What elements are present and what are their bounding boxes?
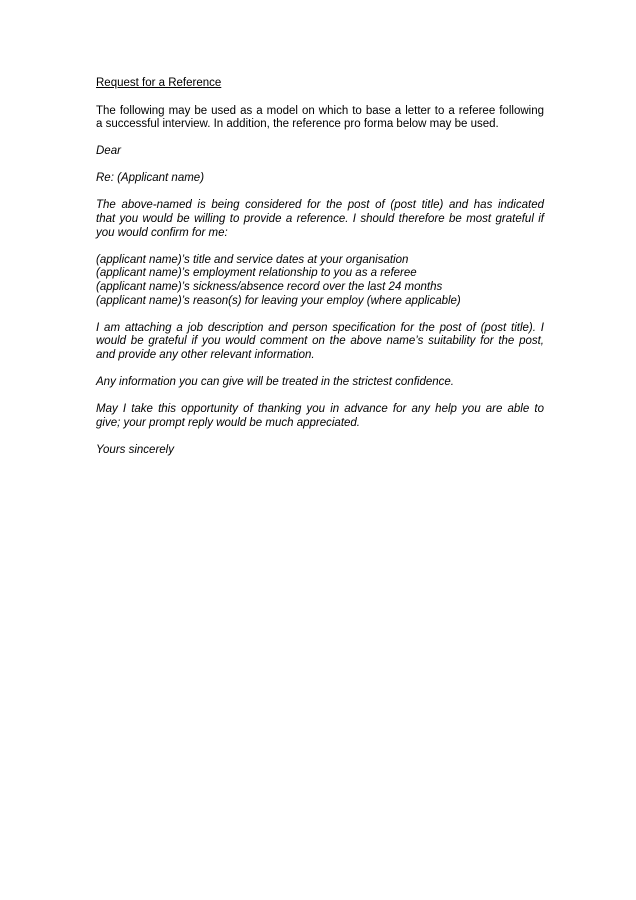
- confirmation-list: [96, 254, 544, 308]
- paragraph-2: [96, 322, 544, 363]
- list-item: (applicant name)’s title and service dates at your organisation: [96, 253, 409, 266]
- paragraph-1: [96, 199, 544, 240]
- paragraph-line: give; your prompt reply would be much appreciated.: [96, 416, 361, 429]
- paragraph-line: and provide any other relevant information.: [96, 348, 315, 361]
- paragraph-line: May I take this opportunity of thanking you in advance for any help you are able to: [96, 403, 544, 415]
- closing: Yours sincerely: [96, 443, 174, 456]
- paragraph-line: The above-named is being considered for the post of (post title) and has indicated: [96, 199, 544, 212]
- re-line: Re: (Applicant name): [96, 172, 205, 185]
- intro-paragraph: [96, 105, 544, 132]
- paragraph-line: you would confirm for me:: [96, 226, 228, 239]
- paragraph-line: that you would be willing to provide a reference. I should therefore be most grateful if: [96, 213, 544, 226]
- intro-line: a successful interview. In addition, the reference pro forma below may be used.: [96, 118, 499, 131]
- letter-page: [96, 77, 544, 471]
- paragraph-3: Any information you can give will be treated in the strictest confidence.: [96, 375, 454, 388]
- intro-line: The following may be used as a model on which to base a letter to a referee following: [96, 104, 544, 117]
- paragraph-line: I am attaching a job description and person specification for the post of (post title). I: [96, 321, 544, 334]
- list-item: (applicant name)’s employment relationship to you as a referee: [96, 267, 417, 280]
- document-heading: Request for a Reference: [96, 77, 222, 89]
- salutation: Dear: [96, 145, 121, 158]
- list-item: (applicant name)’s sickness/absence record over the last 24 months: [96, 280, 443, 293]
- list-item: (applicant name)’s reason(s) for leaving your employ (where applicable): [96, 294, 461, 307]
- paragraph-line: would be grateful if you would comment on the above name’s suitability for the post,: [96, 335, 544, 348]
- paragraph-4: [96, 403, 544, 430]
